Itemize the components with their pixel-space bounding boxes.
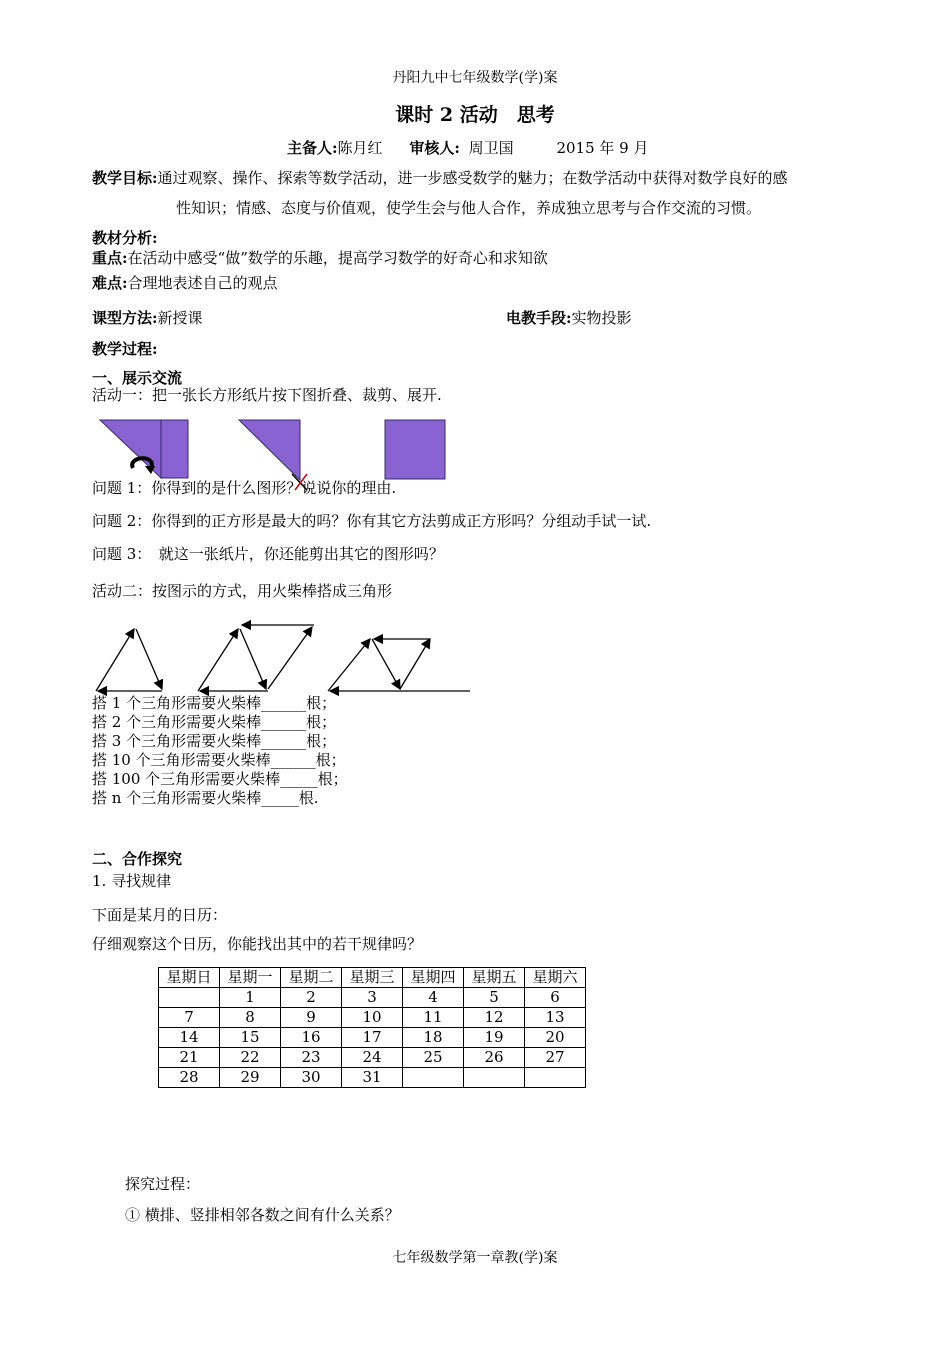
matchstick: [328, 639, 370, 691]
calendar-cell: 19: [464, 1028, 525, 1048]
objectives-line1: [92, 169, 788, 187]
fill-item-1: 搭 1 个三角形需要火柴棒______根；: [92, 694, 337, 712]
table-row: [159, 1048, 586, 1068]
calendar-cell: 20: [525, 1028, 586, 1048]
calendar-cell: [403, 1068, 464, 1088]
explore-question1: ① 横排、竖排相邻各数之间有什么关系？: [125, 1206, 400, 1224]
calendar-cell: [525, 1068, 586, 1088]
calendar-cell: 30: [281, 1068, 342, 1088]
difficulty-text: 合理地表述自己的观点: [127, 274, 278, 292]
page-footer: 七年级数学第一章教(学)案: [392, 1250, 558, 1266]
activity1-text: 活动一：把一张长方形纸片按下图折叠、裁剪、展开.: [92, 386, 442, 404]
method-text: 新授课: [157, 309, 203, 327]
unfolded-square: [385, 420, 445, 479]
objectives-label: 教学目标:: [92, 169, 158, 187]
calendar-cell: 31: [342, 1068, 403, 1088]
key-text: 在活动中感受“做”数学的乐趣，提高学习数学的好奇心和求知欲: [127, 249, 548, 267]
matchstick: [400, 639, 430, 689]
calendar-cell: 9: [281, 1008, 342, 1028]
calendar-cell: 3: [342, 988, 403, 1008]
question2: 问题 2：你得到的正方形是最大的吗？你有其它方法剪成正方形吗？分组动手试一试.: [92, 512, 652, 530]
key-label: 重点:: [92, 249, 128, 267]
analysis-label: 教材分析:: [92, 229, 158, 247]
matchstick: [136, 629, 162, 689]
calendar-cell: 8: [220, 1008, 281, 1028]
matchstick: [268, 627, 312, 689]
preparer-name: 陈月红: [337, 139, 383, 157]
calendar-cell: 15: [220, 1028, 281, 1048]
table-row: [159, 1008, 586, 1028]
objectives-text2: 性知识；情感、态度与价值观，使学生会与他人合作，养成独立思考与合作交流的习惯。: [176, 199, 762, 217]
meta-line: [287, 139, 649, 157]
preparer-label: 主备人:: [287, 139, 338, 157]
calendar-cell: 6: [525, 988, 586, 1008]
media-label: 电教手段:: [506, 309, 572, 327]
fill-item-n: 搭 n 个三角形需要火柴棒_____根.: [92, 789, 319, 807]
table-row: [159, 1028, 586, 1048]
calendar-cell: 5: [464, 988, 525, 1008]
calendar-header-cell: 星期二: [281, 968, 342, 988]
calendar-cell: 27: [525, 1048, 586, 1068]
calendar-cell: [159, 988, 220, 1008]
calendar-cell: 16: [281, 1028, 342, 1048]
calendar-cell: 21: [159, 1048, 220, 1068]
matchstick: [96, 629, 134, 691]
calendar-cell: [464, 1068, 525, 1088]
method-label: 课型方法:: [92, 309, 158, 327]
calendar-cell: 24: [342, 1048, 403, 1068]
calendar-cell: 1: [220, 988, 281, 1008]
fill-item-100: 搭 100 个三角形需要火柴棒_____根；: [92, 770, 348, 788]
question3: 问题 3： 就这一张纸片，你还能剪出其它的图形吗？: [92, 545, 444, 563]
folded-strip: [161, 420, 188, 478]
media-line: [506, 309, 632, 327]
calendar-cell: 10: [342, 1008, 403, 1028]
page-header: 丹阳九中七年级数学(学)案: [392, 70, 558, 86]
fill-item-3: 搭 3 个三角形需要火柴棒______根；: [92, 732, 337, 750]
matchstick: [198, 629, 238, 691]
matchstick-figure: [90, 615, 480, 700]
calendar-cell: 17: [342, 1028, 403, 1048]
calendar-intro1: 下面是某月的日历：: [92, 906, 228, 924]
calendar-cell: 28: [159, 1068, 220, 1088]
activity2-text: 活动二：按图示的方式，用火柴棒搭成三角形: [92, 582, 393, 600]
explore-label: 探究过程：: [125, 1175, 201, 1193]
fill-list: [92, 694, 348, 808]
key-point-line: [92, 249, 548, 267]
calendar-cell: 11: [403, 1008, 464, 1028]
section2-sub: 1. 寻找规律: [92, 872, 172, 890]
calendar-cell: 14: [159, 1028, 220, 1048]
calendar-cell: 7: [159, 1008, 220, 1028]
calendar-header-row: [159, 968, 586, 988]
calendar-cell: 13: [525, 1008, 586, 1028]
calendar-cell: 22: [220, 1048, 281, 1068]
method-line: [92, 309, 203, 327]
calendar-header-cell: 星期日: [159, 968, 220, 988]
calendar-intro2: 仔细观察这个日历，你能找出其中的若干规律吗？: [92, 935, 423, 953]
calendar-cell: 18: [403, 1028, 464, 1048]
calendar-cell: 23: [281, 1048, 342, 1068]
calendar-cell: 26: [464, 1048, 525, 1068]
table-row: [159, 1068, 586, 1088]
fill-item-10: 搭 10 个三角形需要火柴棒______根；: [92, 751, 346, 769]
question1: 问题 1：你得到的是什么图形？说说你的理由.: [92, 479, 397, 497]
calendar-cell: 29: [220, 1068, 281, 1088]
matchstick: [240, 629, 266, 689]
calendar-header-cell: 星期六: [525, 968, 586, 988]
difficulty-label: 难点:: [92, 274, 128, 292]
fill-item-2: 搭 2 个三角形需要火柴棒______根；: [92, 713, 337, 731]
calendar-cell: 12: [464, 1008, 525, 1028]
calendar-header-cell: 星期三: [342, 968, 403, 988]
calendar-cell: 2: [281, 988, 342, 1008]
difficulty-line: [92, 274, 278, 292]
reviewer-name: 周卫国: [468, 139, 514, 157]
calendar-cell: 4: [403, 988, 464, 1008]
reviewer-label: 审核人:: [409, 139, 460, 157]
media-text: 实物投影: [571, 309, 632, 327]
calendar-header-cell: 星期四: [403, 968, 464, 988]
calendar-header-cell: 星期一: [220, 968, 281, 988]
cut-triangle: [239, 420, 300, 480]
date: 2015 年 9 月: [556, 139, 649, 157]
calendar-table: [158, 967, 586, 1088]
section2-heading: 二、合作探究: [92, 850, 183, 868]
calendar-header-cell: 星期五: [464, 968, 525, 988]
process-label: 教学过程:: [92, 340, 158, 358]
table-row: [159, 988, 586, 1008]
page-title: 课时 2 活动 思考: [395, 104, 555, 126]
objectives-text1: 通过观察、操作、探索等数学活动，进一步感受数学的魅力；在数学活动中获得对数学良好的感: [157, 169, 788, 187]
section1-heading: 一、展示交流: [92, 369, 183, 387]
calendar-cell: 25: [403, 1048, 464, 1068]
matchstick: [372, 639, 400, 689]
